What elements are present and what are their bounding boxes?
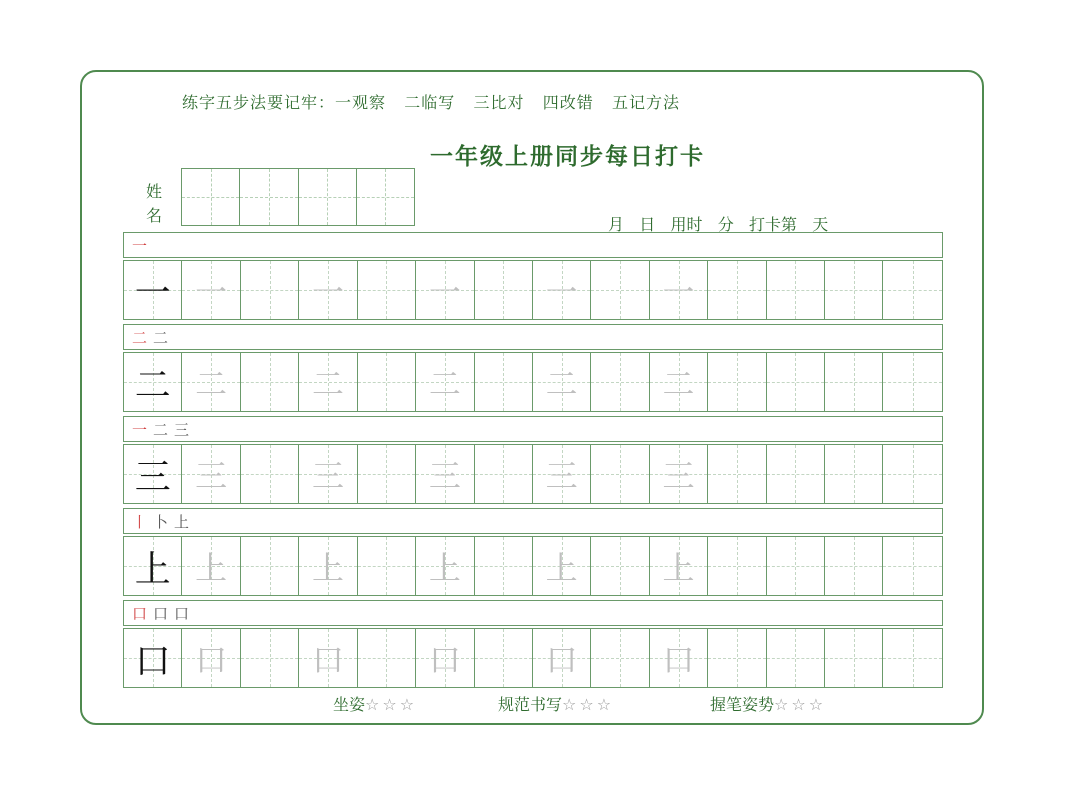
model-character: 口 (134, 640, 171, 682)
practice-cell[interactable] (358, 353, 416, 411)
practice-cell[interactable] (299, 261, 357, 319)
practice-cell[interactable] (883, 629, 941, 687)
trace-character: 一 (311, 273, 344, 311)
trace-character: 上 (662, 549, 695, 587)
five-step-motto: 练字五步法要记牢：一观察 二临写 三比对 四改错 五记方法 (182, 93, 681, 112)
practice-cell[interactable] (767, 445, 825, 503)
model-character-cell (124, 537, 182, 595)
practice-cell[interactable] (767, 537, 825, 595)
practice-cell[interactable] (475, 261, 533, 319)
practice-cell[interactable] (767, 353, 825, 411)
date-time-checkin: 月 日 用时 分 打卡第 天 (608, 215, 829, 234)
practice-cell[interactable] (416, 353, 474, 411)
trace-character: 一 (195, 273, 228, 311)
stroke-step: 二 (132, 328, 148, 347)
trace-character: 二 (311, 365, 344, 403)
stroke-order-row (123, 416, 943, 442)
practice-cell[interactable] (883, 445, 941, 503)
stroke-order-row (123, 600, 943, 626)
trace-character: 口 (662, 641, 695, 679)
rating-stars[interactable]: ☆☆☆ (562, 695, 615, 714)
trace-character: 上 (545, 549, 578, 587)
trace-character: 三 (545, 457, 578, 495)
practice-cell[interactable] (591, 629, 649, 687)
stroke-step: 二 (153, 420, 169, 439)
name-input-grid[interactable] (181, 168, 415, 226)
practice-cell[interactable] (182, 261, 240, 319)
practice-cell[interactable] (650, 261, 708, 319)
practice-cell[interactable] (533, 353, 591, 411)
trace-character: 三 (311, 457, 344, 495)
practice-cell[interactable] (708, 629, 766, 687)
practice-cell[interactable] (533, 629, 591, 687)
character-block (123, 508, 943, 596)
stroke-step: 口 (174, 604, 190, 623)
stroke-step: 口 (153, 604, 169, 623)
practice-cell[interactable] (825, 261, 883, 319)
practice-cell[interactable] (358, 445, 416, 503)
stroke-step: 口 (132, 604, 148, 623)
trace-character: 一 (545, 273, 578, 311)
character-block (123, 232, 943, 320)
practice-cell[interactable] (883, 353, 941, 411)
trace-character: 上 (195, 549, 228, 587)
practice-cell[interactable] (708, 261, 766, 319)
stroke-step: 上 (174, 512, 190, 531)
practice-cell[interactable] (650, 353, 708, 411)
practice-cell[interactable] (416, 537, 474, 595)
practice-cell[interactable] (767, 629, 825, 687)
footer-grip: 握笔姿势☆☆☆ (710, 695, 827, 714)
practice-cell[interactable] (299, 353, 357, 411)
stroke-step: 丨 (132, 512, 148, 531)
practice-cell[interactable] (241, 353, 299, 411)
practice-cell[interactable] (825, 445, 883, 503)
practice-cell[interactable] (533, 261, 591, 319)
practice-cell[interactable] (358, 261, 416, 319)
trace-character: 上 (428, 549, 461, 587)
footer-writing: 规范书写☆☆☆ (498, 695, 615, 714)
model-character-cell (124, 445, 182, 503)
trace-character: 口 (428, 641, 461, 679)
trace-character: 一 (428, 273, 461, 311)
practice-cell[interactable] (241, 629, 299, 687)
practice-cell[interactable] (533, 537, 591, 595)
practice-cell[interactable] (650, 537, 708, 595)
practice-cell[interactable] (533, 445, 591, 503)
stroke-step: 一 (132, 420, 148, 439)
practice-cell[interactable] (825, 537, 883, 595)
model-character: 二 (134, 364, 171, 406)
practice-cell[interactable] (241, 445, 299, 503)
practice-cell[interactable] (591, 537, 649, 595)
trace-character: 二 (662, 365, 695, 403)
character-block (123, 324, 943, 412)
practice-cell[interactable] (591, 445, 649, 503)
trace-character: 二 (545, 365, 578, 403)
trace-character: 三 (195, 457, 228, 495)
practice-cell[interactable] (591, 353, 649, 411)
trace-character: 上 (311, 549, 344, 587)
practice-cell[interactable] (825, 353, 883, 411)
trace-character: 三 (662, 457, 695, 495)
stroke-order-row (123, 324, 943, 350)
practice-cell[interactable] (182, 537, 240, 595)
stroke-step: 卜 (153, 512, 169, 531)
practice-cell[interactable] (241, 261, 299, 319)
trace-character: 二 (195, 365, 228, 403)
trace-character: 口 (195, 641, 228, 679)
practice-cell[interactable] (825, 629, 883, 687)
model-character-cell (124, 353, 182, 411)
practice-cell[interactable] (475, 353, 533, 411)
practice-cell[interactable] (416, 261, 474, 319)
practice-cell[interactable] (299, 629, 357, 687)
footer-sitting: 坐姿☆☆☆ (333, 695, 418, 714)
practice-cell[interactable] (708, 445, 766, 503)
practice-cell[interactable] (182, 445, 240, 503)
practice-grid-row (123, 260, 943, 320)
practice-cell[interactable] (708, 353, 766, 411)
name-cell[interactable] (299, 169, 357, 225)
model-character: 三 (134, 456, 171, 498)
model-character-cell (124, 261, 182, 319)
practice-cell[interactable] (416, 629, 474, 687)
character-block (123, 600, 943, 688)
name-label: 姓 名 (146, 182, 163, 225)
stroke-order-row (123, 508, 943, 534)
practice-cell[interactable] (650, 629, 708, 687)
practice-cell[interactable] (708, 537, 766, 595)
trace-character: 口 (311, 641, 344, 679)
practice-cell[interactable] (358, 629, 416, 687)
page-title: 一年级上册同步每日打卡 (430, 144, 705, 170)
trace-character: 三 (428, 457, 461, 495)
name-cell[interactable] (182, 169, 240, 225)
trace-character: 一 (662, 273, 695, 311)
practice-cell[interactable] (475, 445, 533, 503)
practice-cell[interactable] (241, 537, 299, 595)
practice-grid-row (123, 628, 943, 688)
practice-cell[interactable] (883, 537, 941, 595)
rating-stars[interactable]: ☆☆☆ (365, 695, 418, 714)
practice-cell[interactable] (182, 353, 240, 411)
practice-grid-row (123, 444, 943, 504)
practice-cell[interactable] (299, 445, 357, 503)
practice-area (123, 232, 943, 692)
model-character: 上 (134, 548, 171, 590)
practice-cell[interactable] (182, 629, 240, 687)
name-cell[interactable] (240, 169, 298, 225)
practice-cell[interactable] (358, 537, 416, 595)
practice-cell[interactable] (299, 537, 357, 595)
trace-character: 二 (428, 365, 461, 403)
practice-grid-row (123, 536, 943, 596)
model-character-cell (124, 629, 182, 687)
practice-cell[interactable] (475, 629, 533, 687)
stroke-order-row (123, 232, 943, 258)
rating-stars[interactable]: ☆☆☆ (774, 695, 827, 714)
stroke-step: 三 (174, 420, 190, 439)
practice-cell[interactable] (591, 261, 649, 319)
practice-cell[interactable] (416, 445, 474, 503)
practice-grid-row (123, 352, 943, 412)
practice-cell[interactable] (767, 261, 825, 319)
practice-cell[interactable] (650, 445, 708, 503)
stroke-step: 二 (153, 328, 169, 347)
stroke-step: 一 (132, 236, 148, 255)
trace-character: 口 (545, 641, 578, 679)
character-block (123, 416, 943, 504)
practice-cell[interactable] (475, 537, 533, 595)
model-character: 一 (134, 272, 171, 314)
practice-cell[interactable] (883, 261, 941, 319)
name-cell[interactable] (357, 169, 414, 225)
